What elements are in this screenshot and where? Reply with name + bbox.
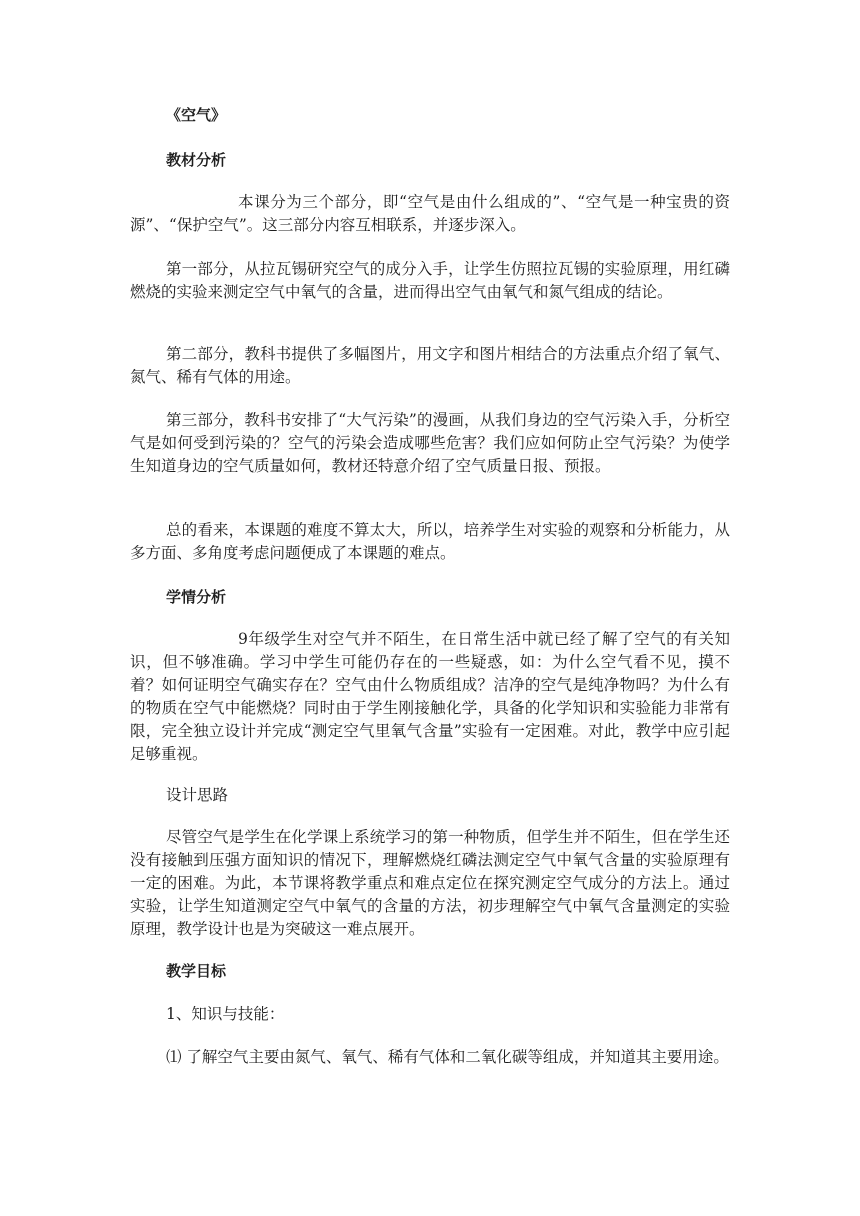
paragraph-analysis-part2: 第二部分，教科书提供了多幅图片，用文字和图片相结合的方法重点介绍了氧气、氮气、稀有气体的用途。 bbox=[130, 345, 730, 386]
paragraph-design-ideas: 尽管空气是学生在化学课上系统学习的第一种物质，但学生并不陌生，但在学生还没有接触到压强方面知识的情况下，理解燃烧红磷法测定空气中氧气含量的实验原理有一定的困难。为此，本节课将教学重点和难点定位在探究测定空气成分的方法上。通过实验，让学生知道测定空气中氧气的含量的方法，初步理解空气中氧气含量测定的实验原理，教学设计也是为突破这一难点展开。 bbox=[130, 828, 730, 938]
heading-student-analysis: 学情分析 bbox=[166, 588, 227, 606]
document-title: 《空气》 bbox=[166, 106, 227, 124]
paragraph-analysis-intro: 本课分为三个部分，即“空气是由什么组成的”、“空气是一种宝贵的资源”、“保护空气”。这三部分内容互相联系，并逐步深入。 bbox=[130, 193, 730, 234]
paragraph-analysis-part1: 第一部分，从拉瓦锡研究空气的成分入手，让学生仿照拉瓦锡的实验原理，用红磷燃烧的实验来测定空气中氧气的含量，进而得出空气由氧气和氮气组成的结论。 bbox=[130, 260, 730, 301]
goal-subitem-1: ⑴ 了解空气主要由氮气、氧气、稀有气体和二氧化碳等组成，并知道其主要用途。 bbox=[166, 1048, 729, 1066]
heading-textbook-analysis: 教材分析 bbox=[166, 151, 227, 169]
paragraph-student-analysis: 9年级学生对空气并不陌生，在日常生活中就已经了解了空气的有关知识，但不够准确。学习中学生可能仍存在的一些疑惑，如：为什么空气看不见，摸不着？如何证明空气确实存在？空气由什么物质组成？洁净的空气是纯净物吗？为什么有的物质在空气中能燃烧？同时由于学生刚接触化学，具备的化学知识和实验能力非常有限，完全独立设计并完成“测定空气里氧气含量”实验有一定困难。对此，教学中应引起足够重视。 bbox=[130, 630, 730, 763]
paragraph-analysis-part3: 第三部分，教科书安排了“大气污染”的漫画，从我们身边的空气污染入手，分析空气是如何受到污染的？空气的污染会造成哪些危害？我们应如何防止空气污染？为使学生知道身边的空气质量如何，教材还特意介绍了空气质量日报、预报。 bbox=[130, 411, 730, 475]
heading-teaching-goals: 教学目标 bbox=[166, 962, 227, 980]
goal-item-knowledge-skills: 1、知识与技能： bbox=[166, 1005, 285, 1023]
paragraph-analysis-summary: 总的看来，本课题的难度不算太大，所以，培养学生对实验的观察和分析能力，从多方面、多角度考虑问题便成了本课题的难点。 bbox=[130, 521, 730, 562]
heading-design-ideas: 设计思路 bbox=[166, 786, 229, 804]
